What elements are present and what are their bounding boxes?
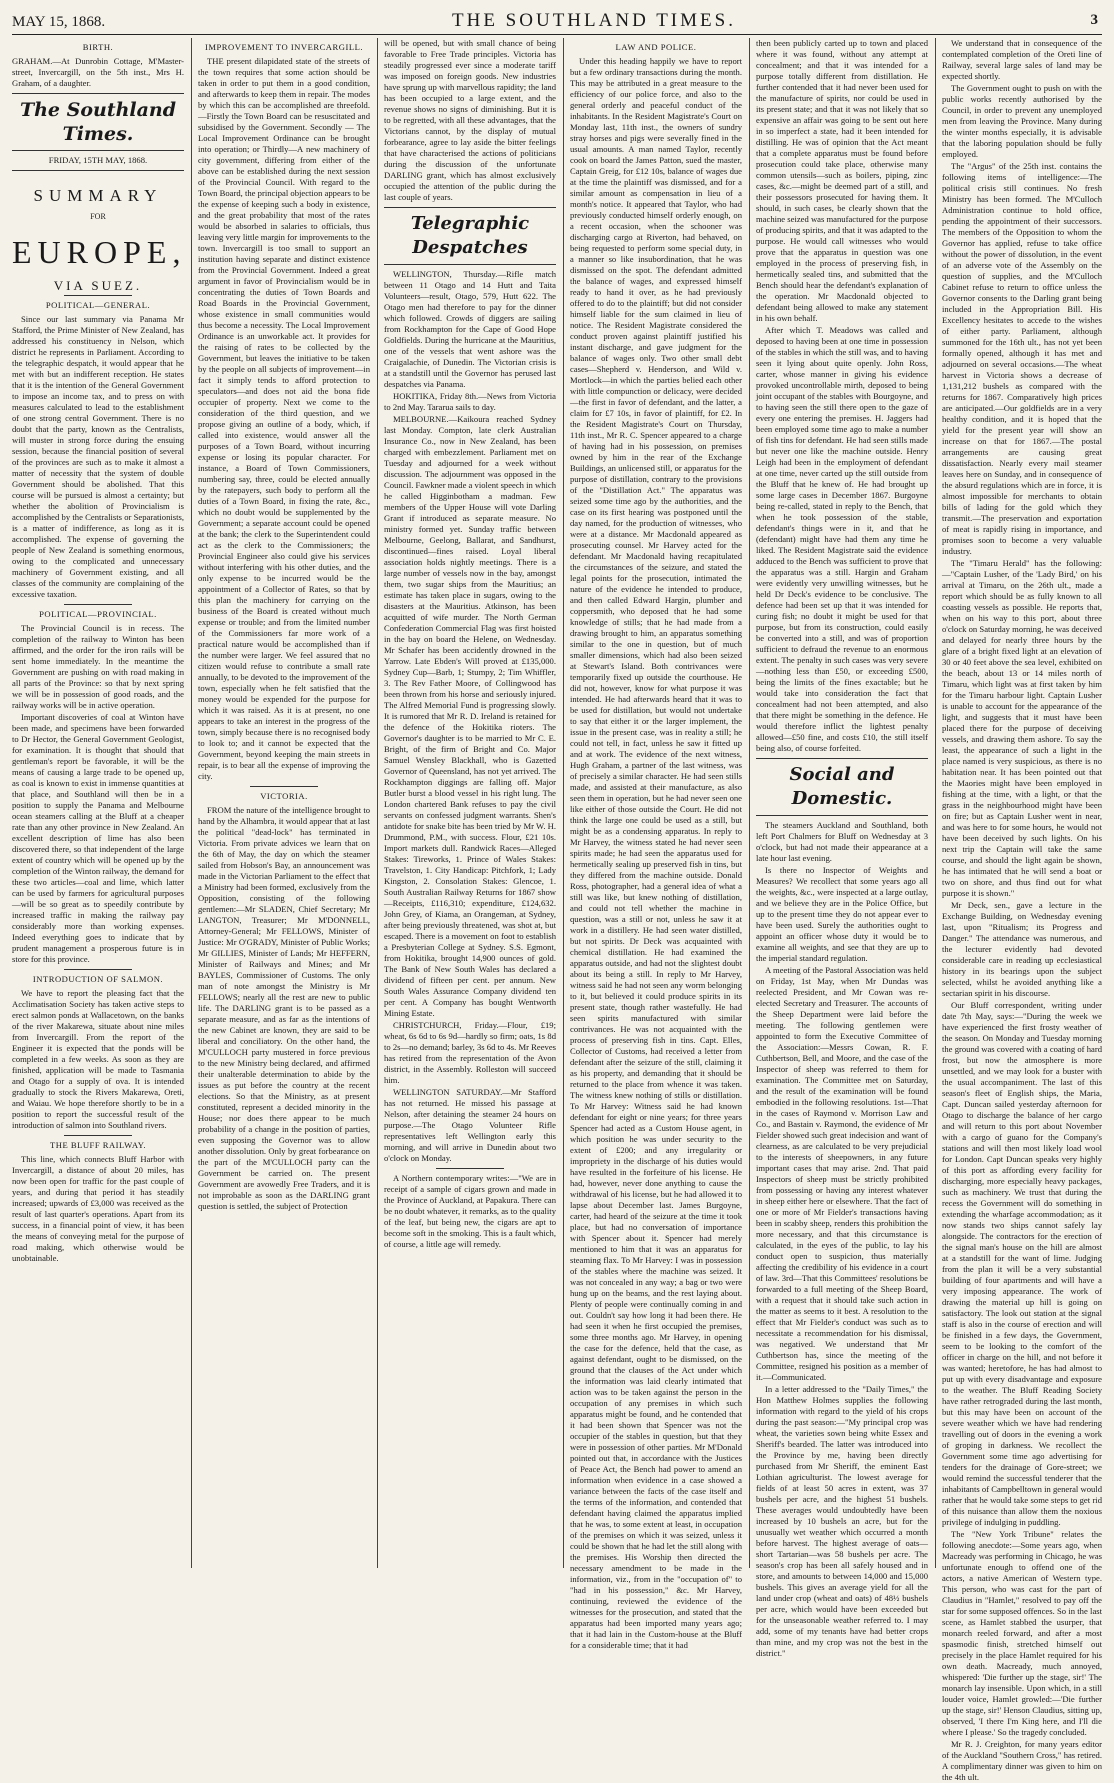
- article-salmon: We have to report the pleasing fact that the Acclimatisation Society has taken active steps to erect salmon ponds at Wallacetown, on the banks of the river Makarewa, situate about nine miles from Invercargill. From the report of the Engineer it is expected that the ponds will be completed in a few weeks. As soon as they are finished, application will be made to Tasmania and Otago for a supply of ova. It is intended gradually to stock the Rivers Makarewa, Oreti, and Waiau. We hope therefore shortly to be in a position to report the successful result of the introduction of salmon into Southland rivers.: [12, 988, 184, 1130]
- heading-social-domestic: Social and Domestic.: [789, 764, 895, 809]
- article-creighton: Mr R. J. Creighton, for many years editor of the Auckland "Southern Cross," has retired. A complimentary dinner was given to him on the 4th ult.: [942, 1739, 1102, 1782]
- telegram-hokitika: HOKITIKA, Friday 8th.—News from Victoria to 2nd May. Tararua sails to day.: [384, 391, 556, 412]
- heading-bluff-railway: THE BLUFF RAILWAY.: [50, 1140, 146, 1150]
- birth-notice: GRAHAM.—At Dunrobin Cottage, M'Master-street, Invercargill, on the 5th inst., Mrs H. Graham, of a daughter.: [12, 56, 184, 88]
- for-text: FOR: [90, 212, 106, 221]
- divider: [384, 264, 556, 265]
- article-law-continued-2: After which T. Meadows was called and deposed to having been at one time in possession of the stables in which the still was, and to having seen it lying about quite openly. John Ross, carter, whose manner in giving his evidence provoked uncontrollable mirth, deposed to being joint occupant of the stables with Bourgoyne, and to having seen the still there open to the gaze of every one entering the premises. H. Jaggers had been employed some time ago to make a number of fish tins for defendant. He had seen stills made but never one like the machine outside. Henry Leigh had been in the employment of defendant at one time, never carted up the still outside from the Bluff that he knew of. He had brought up some large cases in December 1867. Burgoyne being re-called, stated in reply to the Bench, that when he took possession of the stable, defendant's things were in it, and that he (defendant) might have had them any time he liked. The Resident Magistrate said the evidence adduced to the Bench was sufficient to prove that the apparatus was a still. Hargin and Graham were evidently very unwilling witnesses, but he held Dr Deck's evidence to be conclusive. The defence had been set up that it was intended for curing fish; no doubt it might be used for that purpose, but from its construction, could easily be converted into a still, and was of proportion sufficient to defraud the revenue to an enormous extent. The penalty in such cases was very severe—nothing less than £50, or exceeding £500, being the limits of the fines exactable; but he would take into consideration the fact that concealment had not been attempted, and also that there might be something in the defence. He would therefore inflict the lightest penalty allowed—£50 fine, and costs £10, the still itself being also, of course forfeited.: [756, 325, 928, 753]
- article-land-sales: We understand that in consequence of the contemplated completion of the Oreti line of Railway, several large sales of land may be expected shortly.: [942, 38, 1102, 81]
- divider: [384, 207, 556, 208]
- article-bluff-railway: This line, which connects Bluff Harbor with Invercargill, a distance of about 20 miles, has now been open for traffic for the past couple of years, and during that period it has steadily increased; upwards of £3,000 was received as the result of last quarter's operations. Apart from its success, in a financial point of view, it has been the means of conveying metal for the purpose of road making, which otherwise would be unobtainable.: [12, 1154, 184, 1263]
- article-provincial-2: Important discoveries of coal at Winton have been made, and specimens have been forwarded to Dr Hector, the General Government Geologist, for examination. It is thought that should that gentleman's report be favorable, it will be the means of causing a large trade to be opened up, as coal is known to exist in immense quantities at that place, and Southland will then be in a position to supply the Panama and Melbourne ocean steamers calling at the Bluff at a cheaper rate than any other province in New Zealand. An excellent description of lime has also been discovered there, so that independent of the large extent of country which will be opened up by the completion of the Winton railway, the demand for these two articles—coal and lime, which latter can be used by farmers for agricultural purposes—will be so great as to speedily contribute by increased traffic in making the railway pay considerably more than working expenses. Indeed everything goes to indicate that by prudent management a prosperous future is in store for this province.: [12, 712, 184, 964]
- column-separator: [377, 38, 378, 1568]
- article-weights-measures: Is there no Inspector of Weights and Measures? We recollect that some years ago all the weights, &c., were inspected at a large outlay, and we believe they are in the Police Office, but up to the present time they do not appear ever to have been used. Surely the authorities ought to appoint an officer whose duty it would be to examine all weights, and see that they are up to the imperial standard regulation.: [756, 865, 928, 963]
- article-crops: In a letter addressed to the "Daily Times," the Hon Matthew Holmes supplies the following information with regard to the yield of his crops during the past season:—"My principal crop was wheat, the varieties sown being white Essex and Sheriff's bearded. The latter was introduced into the Province by me, having been directly purchased from Mr Sheriff, the eminent East Lothian agriculturist. The lowest average for fields of at least 50 acres in extent, was 37 bushels per acre, and the highest 51 bushels. These averages would undoubtedly have been increased by 10 bushels an acre, but for the unusually wet weather which occurred a month before harvest. The highest average of oats—short Tartarian—was 58 bushels per acre. The season's crop has been all safely housed and in store, and amounts to between 14,000 and 15,000 bushels. This gives an average yield for all the land under crop (wheat and oats) of 48½ bushels per acre, which would have been exceeded but for the unseasonable weather referred to. I may add, some of my tenants have had better crops than mine, and my crop was not the best in the district.": [756, 1384, 928, 1658]
- birth-heading: BIRTH.: [82, 42, 114, 52]
- article-bluff-correspondent: Our Bluff correspondent, writing under date 7th May, says:—"During the week we have experienced the first frosty weather of the season. On Monday and Tuesday morning the ground was covered with a coating of hard frost, but now the atmosphere is more unsettled, and we may look for a buster with the usual accompaniment. The last of this season's fleet of English ships, the Maria, Capt. Duncan sailed yesterday afternoon for Otago to discharge the balance of her cargo and will return to this port about November with a cargo of guano for the Company's stations and will then most likely load wool for London. Capt Duncan speaks very highly of this port as affording every facility for discharging, more especially heavy packages, such as machinery. We trust that during the recess the Government will do something in extending the wharfage accommodation; as it now stands two ships cannot safely lay alongside. The contractors for the erection of the signal man's house on the hill are almost at a standstill for the want of lime. Judging from the plan it will be a very substantial building of four apartments and will have a very imposing appearance. The work of drawing the material up hill is going on satisfactory. The look out station at the signal staff is also in the course of erection and will be finished in a few days, the Government, seem to be looking to the comfort of the officer in charge on the hill, and not before it was wanted; heretofore, he has had almost to put up with every disadvantage and exposure to the weather. The Bluff Reading Society have rather retrograded during the last month, but this may have been on account of the severe weather which we have had rendering travelling out of doors in the evening a work of groping in darkness. We recollect the Government some time ago advertising for tenders for the drainage of Gore-street; we would remind the successful tenderer that the inhabitants of Campbelltown in general would rather that he would take some steps to get rid of this nuisance than allow them the noxious privilege of indulging in puddling.: [942, 1000, 1102, 1527]
- heading-telegraphic: Telegraphic Despatches: [410, 213, 530, 258]
- divider: [64, 1135, 133, 1136]
- heading-law-police: LAW AND POLICE.: [615, 42, 697, 52]
- divider: [12, 93, 184, 94]
- article-law-police: Under this heading happily we have to report but a few ordinary transactions during the month. This may be attributed in a great measure to the efficiency of our police force, and also to the general orderly and peaceful conduct of the inhabitants. In the Resident Magistrate's Court on Monday last, 11th inst., the owners of sundry stray horses and pigs were severally fined in the usual amounts. A man named Taylor, recently cook on board the James Patton, sued the master, Captain Greig, for £12 10s, balance of wages due at the time the plaintiff was dismissed, and for a similar amount as compensation in lieu of a month's notice. It appeared that Taylor, who had previously conducted himself orderly enough, on a recent occasion, when the schooner was discharging cargo at Riverton, had behaved, on being requested to perform some special duty, in a manner so like insubordination, that he was dismissed on the spot. The defendant admitted the balance of wages, and expressed himself ready to hand it over, as he had previously offered to do to the plaintiff; but did not consider himself liable for the sum claimed in lieu of notice. The Resident Magistrate considered the conduct proven against plaintiff justified his instant discharge, and gave judgment for the balance of wages only. Two other small debt cases—Shepherd v. Henderson, and Wild v. Mortlock—in which the parties belied each other with little compunction or delicacy, were decided—the first in favor of defendant, and the latter, a claim for £7 10s, in favor of plaintiff, for £2. In the Resident Magistrate's Court on Thursday, 11th inst., Mr R. C. Spencer appeared to a charge of having had in his possession, on premises owned by him in the rear of the Exchange Buildings, an unlicensed still, or apparatus for the purpose of distillation, contrary to the provisions of the "Distillation Act." The apparatus was seized some time ago by the authorities, and the case on its first hearing was postponed until the day named, for the production of witnesses, who were at a distance. Mr Macdonald appeared as prosecuting counsel. Mr Harvey acted for the defendant. Mr Macdonald having recapitulated the circumstances of the seizure, and stated the legal points for the prosecution, intimated the nature of the evidence he intended to produce, and then called Edward Hargin, plumber and coppersmith, who deposed that he had some knowledge of stills; that he had made from a drawing brought to him, an apparatus something similar to the one in question, but of much smaller dimensions, which had also been seized at Stewart's Island. Both contrivances were temporarily fixed up outside the courthouse. He did not, however, know for what purpose it was intended. He had afterwards heard that it was to be used for distillation, but would not undertake to say that either it or the larger implement, the issue in the present case, was in reality a still; he could not tell, in fact, unless he saw it fitted up and at work. The evidence of the next witness, Hugh Graham, a partner of the last witness, was of precisely a similar character. He had seen stills made, and assisted at their manufacture, as also seen them in operation, but he had never seen one like either of those outside the Court. He did not think the large one could be used as a still, but might be as a condensing apparatus. In reply to Mr Harvey, the witness stated he had never seen spirits made; he had seen the apparatus used for hermetically sealing up preserved fish in tins, but they differed from the machine outside. Donald Ross, photographer, had a general idea of what a still was like, but knew nothing of distillation, and could not tell whether the machine in question, was a still or not, unless he saw it at work in a distillery. He had seen water distilled, but not spirits. Dr Deck was acquainted with chemical distillation. He had examined the apparatus outside, and had not the slightest doubt about its being a still. In reply to Mr Harvey, witness said he had not seen any worm belonging to it, but believed it could produce spirits in its present state, though rather wastefully. He had seen spirits manufactured with similar contrivances. He was not acquainted with the process of preserving fish in tins. Capt. Elles, Collector of Customs, had received a letter from defendant after the seizure of the still, claiming it as his property, and demanding that it should be returned to the place from whence it was taken. The witness knew nothing of stills or distillation. To Mr Harvey: Witness said he had known defendant for eight or nine years; for three years Spencer had acted as a Custom House agent, in which position he was under security to the extent of £200; and any irregularity or impropriety in the discharge of his duties would have resulted in the forfeiture of his license. He had, however, never done anything to cause the withdrawal of his license, but he had allowed it to lapse about December last. James Burgoyne, carter, had heard of the seizure at the time it took place, but had no conversation of importance with Spencer about it. Spencer had merely mentioned to him that it was an apparatus for steaming flax. To Mr Harvey: I was in possession of the stables where the machine was seized. It was not concealed in any way; a bag or two were hung up on the beams, and the rest laying about. Plenty of people were continually coming in and out. Couldn't say how long it had been there. He had seen it when he first occupied the premises, some three months ago. Mr Harvey, in opening the case for the defence, held that the case, as against defendant, ought to be dismissed, on the ground that the clauses of the Act under which the information was laid clearly intimated that action was to be taken against the person in the occupation of any premises in which such apparatus might be found, and he contended that it had been shown that Spencer was not the occupier of the stables in question, but that they were in possession of other parties. Mr M'Donald pointed out that, in accordance with the Justices of Peace Act, the Bench had power to amend an information when evidence in a case showed a variance between the facts of the case itself and the terms of the information, and contended that defendant having claimed the apparatus implied that he was, to some extent at least, in occupation of the premises on which it was seized, unless it could be shown that he had let the still along with the premises. His Worship then directed the necessary amendment to be made in the information, viz., from in the "occupation of" to "had in his possession," &c. Mr Harvey, continuing, reviewed the evidence of the witnesses for the prosecution, and stated that the apparatus had been imported many years ago; that it had lain in the Custom-house at the Bluff for a considerable time; that it had: [570, 56, 742, 1650]
- column-separator: [563, 38, 564, 1568]
- column-2: [198, 38, 370, 1568]
- divider: [64, 969, 133, 970]
- article-political-general: Since our last summary via Panama Mr Stafford, the Prime Minister of New Zealand, has addressed his constituency in Nelson, which district he represents in Parliament. According to the telegraphic despatch, it would appear that he met with but an indifferent reception. He states that it is the intention of the General Government to impose an income tax, and to press on with measures calculated to lead to the establishment of one strong central Government. There is no doubt that the party, known as the Centralists, will muster in strong force during the ensuing session, because the financial position of several of the provinces are such as to make it almost a matter of necessity that the system of double Government should be abolished. That this course will be pursued is almost a certainty; but whether the abolition of Provincialism is accomplished by the Centralists or Separationists, is a matter of indifference, as long as it is accomplished. The expense of governing the people of New Zealand is something enormous, owing to the complicated and unnecessary machinery of Government existing, and all classes of the community are complaining of the excessive taxation.: [12, 314, 184, 599]
- article-victoria: FROM the nature of the intelligence brought to hand by the Alhambra, it would appear that at last the political "dead-lock" has terminated in Victoria. From private advices we learn that on the 6th of May, the day on which the steamer sailed from Hobson's Bay, an announcement was made in the Victorian Parliament to the effect that a Ministry had been formed, exclusively from the Opposition, consisting of the following gentlemen:—Mr SLADEN, Chief Secretary; Mr LANGTON, Treasurer; Mr M'DONNELL, Attorney-General; Mr FELLOWS, Minister of Justice: Mr O'GRADY, Minister of Public Works; Mr GILLIES, Minister of Lands; Mr HEFFERN, Minister of Railways and Mines; and Mr BAYLES, Commissioner of Customs. The only man of note amongst the Ministry is Mr FELLOWS; nearly all the rest are new to public life. The DARLING grant is to be passed as a separate measure, and as far as the intentions of the new Cabinet are known, they are said to be liberal and conciliatory. On the other hand, the M'CULLOCH party mustered in force previous to the new Ministry being declared, and affirmed their unalterable determination to abide by the issues as put before the country at the recent elections. So that the Ministry, as at present constituted, represent a decided minority in the House; nor does there appear to be much probability of a change in the position of parties, even supposing the Governor was to allow another dissolution. Only by great forbearance on the part of the M'CULLOCH party can the Government be carried on. The present Government are avowedly Free Traders, and it is not improbable as soon as the DARLING grant question is settled, the subject of Protection: [198, 805, 370, 1211]
- article-provincial-1: The Provincial Council is in recess. The completion of the railway to Winton has been affirmed, and the order for the iron rails will be sent home immediately. In the meantime the Government are pushing on with road making in all parts of the Province: so that by next spring we will be in possession of good roads, and the railway works will be in active operation.: [12, 623, 184, 710]
- heading-victoria: VICTORIA.: [260, 791, 308, 801]
- column-separator: [191, 38, 192, 1568]
- article-lecture: Mr Deck, sen., gave a lecture in the Exchange Building, on Wednesday evening last, upon "Ritualism; its Progress and Danger." The attendance was numerous, and the lecturer evidently had devoted considerable care in reading up ecclesiastical history in its bearings upon the subject selected, whilst he avoided anything like a sectarian spirit in his discourse.: [942, 900, 1102, 998]
- divider: [12, 170, 184, 171]
- telegram-christchurch: CHRISTCHURCH, Friday.—Flour, £19; wheat, 6s 6d to 6s 9d—hardly so firm; oats, 1s 8d to 2s—no demand; barley, 3s 6d to 4s. Mr Reeves has retired from the representation of the Avon district, in the Assembly. Rolleston will succeed him.: [384, 1020, 556, 1085]
- telegram-wellington-saturday: WELLINGTON SATURDAY.—Mr Stafford has not returned. He missed his passage at Nelson, after detaining the steamer 24 hours on purpose.—The Otago Volunteer Rifle representatives left Wellington early this morning, and will arrive in Dunedin about two o'clock on Monday.: [384, 1087, 556, 1163]
- article-cigars: A Northern contemporary writes:—"We are in receipt of a sample of cigars grown and made in the Province of Auckland, at Papakura. There can be no doubt whatever, it remarks, as to the quality of the leaf, but being new, the cigars are apt to become soft in the smoking. This is a fault which, of course, a little age will remedy.: [384, 1173, 556, 1249]
- paper-name: The Southland Times.: [19, 99, 177, 145]
- article-steamers: The steamers Auckland and Southland, both left Port Chalmers for Bluff on Wednesday at 3 o'clock, but had not made their appearance at a late hour last evening.: [756, 820, 928, 863]
- via-suez: VIA SUEZ.: [53, 278, 143, 293]
- column-3: [384, 38, 556, 1568]
- article-new-york-tribune: The "New York Tribune" relates the following anecdote:—Some years ago, when Macready was performing in Chicago, he was unfortunate enough to offend one of the actors, a native American of Western type. This person, who was cast for the part of Claudius in "Hamlet," resolved to pay off the star for some supposed offences. So in the last scene, as Hamlet stabbed the usurper, that monarch reeled forward, and after a most spasmodic finish, stretched himself out precisely in the place Hamlet required for his own death. Macready, much annoyed, whispered: 'Die further up the stage, sir!' The monarch lay insensible. Upon which, in a still louder voice, Hamlet growled:—'Die further up the stage, sir!' Henson Claudius, sitting up, observed, 'I there I'm King here, and I'll die where I please.' So the tragedy concluded.: [942, 1529, 1102, 1737]
- divider: [12, 150, 184, 151]
- divider: [436, 1168, 505, 1169]
- newspaper-title: THE SOUTHLAND TIMES.: [452, 10, 736, 31]
- paper-date: FRIDAY, 15TH MAY, 1868.: [48, 155, 148, 165]
- article-victoria-continued: will be opened, but with small chance of being favorable to Free Trade principles. Victoria has steadily progressed ever since a moderate tariff was imposed on foreign goods. New industries have sprung up with marvellous rapidity; the land has been occupied to a large extent, and the revenue shows no signs of diminishing. But it is to be regretted, with all these advantages, that the Victorians cannot, by the display of mutual forbearance, agree to lay aside the bitter feelings that have characterised the actions of politicians during the discussion of the unfortunate DARLING grant, which has almost exclusively occupied the attention of the public during the last couple of years.: [384, 38, 556, 202]
- heading-political-general: POLITICAL—GENERAL.: [45, 300, 151, 310]
- page-number: 3: [1090, 12, 1098, 28]
- masthead: [12, 4, 1102, 30]
- column-4: [570, 38, 742, 1650]
- summary-heading: SUMMARY: [33, 186, 163, 205]
- column-1: [12, 38, 187, 1568]
- divider: [250, 786, 319, 787]
- divider: [756, 758, 928, 759]
- article-timaru-herald: The "Timaru Herald" has the following:—"Captain Lusher, of the 'Lady Bird,' on his arrival at Timaru, on the 26th ult., made a report which should be as fully known to all coasting vessels as possible. He reports that, when on his way to this port, about three o'clock on Saturday morning, he was deceived and delayed for nearly three hours by the glare of a bright fixed light at an elevation of 30 or 40 feet above the sea level, exhibited on the beach, about 13 or 14 miles north of Timaru, which light was at first taken by him for the Timaru harbour light. Captain Lusher is unable to account for the appearance of the light, and suggests that it must have been placed there for the purpose of deceiving vessels, and drawing them ashore. To say the least, the appearance of such a light in the place named is very suspicious, as there is no habitation near. It has been pointed out that the Maories might have been employed in fishing at the time, with a light, or that the grass in the neighbourhood might have been on fire; but as Captain Lusher went in near, and was here to for some hours, he would not have been deceived by such lights. On his next trip the Captain will take the same course, and should the light again be shown, he has intimated that he will send a boat or two on shore, and thus find out for what purpose it is shown.": [942, 558, 1102, 898]
- heading-improvement: IMPROVEMENT TO INVERCARGILL.: [205, 42, 363, 52]
- heading-salmon: INTRODUCTION OF SALMON.: [32, 974, 164, 984]
- column-separator: [749, 38, 750, 1568]
- column-6: [942, 38, 1102, 1782]
- article-pastoral-association: A meeting of the Pastoral Association was held on Friday, 1st May, when Mr Dundas was reelected President, and Mr Cowan was re-elected Secretary and Treasurer. The accounts of the Sheep Department were laid before the meeting. The following gentlemen were appointed to form the Executive Committee of the Association:—Messrs Cowan, R. F. Cuthbertson, Bell, and Moore, and the case of the Inspector of sheep was referred to them for examination. The Committee met on Saturday, and the result of the examination will be found embodied in the following resolutions. 1st—That in the cases of Raymond v. Morrison Law and Co., and Bastain v. Raymond, the evidence of Mr Fielder showed such great indecision and want of clearness, as are calculated to be very prejudicial to the interests of sheepowners, in any future important cases that may arise. 2nd. That paid Inspectors of sheep must be strictly prohibited from possessing or having any interest whatever in sheep either here or elsewhere. That the fact of one or more of Mr Fielder's transactions having been in scabby sheep, renders this prohibition the more necessary, and that this circumstance is calculated, in the eyes of the public, to lay his conduct open to suspicion, thus materially affecting the credibility of his evidence in a court of law. 3rd—That this Committees' resolutions be forwarded to a full meeting of the Sheep Board, with a request that it should take such action in the matter as seems to it best. A resolution to the effect that Mr Fielder's conduct was such as to necessitate a recommendation for his dismissal, was negatived. We understand that Mr Cuthbertson has, since the meeting of the Committee, resigned his position as a member of it.—Communicated.: [756, 965, 928, 1382]
- column-separator: [935, 38, 936, 1568]
- divider: [756, 815, 928, 816]
- heading-political-provincial: POLITICAL—PROVINCIAL.: [39, 609, 157, 619]
- europe-heading: EUROPE,: [12, 234, 187, 270]
- article-argus: The "Argus" of the 25th inst. contains the following items of intelligence:—The political crisis still continues. No fresh Ministry has been formed. The M'Culloch Administration continue to hold office, pending the appointment of their successors. The members of the Opposition to whom the Governor has applied, refuse to take office without the power of dissolution, in the event of an adverse vote of the Assembly on the question of supplies, and the M'Culloch Cabinet refuse to return to office unless the Governor consents to the Darling grant being included in the Appropriation Bill. His Excellency hesitates to accede to the wishes of either party. Parliament, although summoned for the 16th ult., has not yet been formally opened, although it has met and adjourned on several occasions.—The wheat harvest in Victoria shows a decrease of 1,131,212 bushels as compared with the returns for 1867. Comparatively high prices are anticipated.—Our goldfields are in a very healthy condition, and it is hoped that the yield for the present year will show an increase on that for 1867.—The postal arrangements are causing great dissatisfaction. Nearly every mail steamer leaves here on Sunday, and in consequence of the absurd regulations which are in force, it is almost impossible for merchants to obtain bills of lading for the gold which they transmit.—The preservation and exportation of meat is rapidly rising in importance, and promises soon to become a very valuable industry.: [942, 161, 1102, 556]
- article-law-continued: then been publicly carted up to town and placed where it was found, without any attempt at concealment; and that it was intended for a purpose totally different from distillation. He further contended that it had never been used for the manufacture of spirits, nor could be used in its present state; and that it was not likely that so expensive an affair was going to be sent out here in so imperfect a state, had it been intended for distilling. He was of opinion that the Act meant that a complete apparatus must be found before prosecution could take place, otherwise many common utensils—such as boilers, piping, zinc cases, &c.—might be deemed part of a still, and their possessors prosecuted for having them. It should, in such cases, be clearly shown that the machine seized was manufactured for the purpose of producing spirits, and that it was adapted to the purpose. He would call witnesses who would prove that the apparatus in question was one employed in the process of preserving fish, in hermetically sealed tins, and submitted that the Bench should hear the defendant's explanation of the operation. Mr Macdonald objected to defendant being allowed to make any statement in his own behalf.: [756, 38, 928, 323]
- masthead-rule: [12, 34, 1102, 35]
- telegram-melbourne: MELBOURNE.—Kaikoura reached Sydney last Monday. Compton, late clerk Australian Insurance Co., now in New Zealand, has been charged with embezzlement. Parliament met on Tuesday and adjourned for a week without discussion. The adjournment was opposed in the Council. Fawkner made a violent speech in which he called Higginbotham a madman. Few members of the Upper House will vote Darling Grant if introduced as separate measure. No ministry formed yet. Sunday traffic between Melbourne, Geelong, Ballarat, and Sandhurst, discontinued—fines raised. Loyal liberal association holds nightly meetings. There is a large number of vessels now in the bay, amongst them, two sugar ships from the Mauritius; an estimate has taken place in sugars, owing to the disasters at the Mauritius. Atkinson, has been acquitted of wife murder. The North German Confederation Commercial Flag was first hoisted in the bay on board the Helene, on Wednesday. Mr Schafer has been accidently drowned in the Yarrow. Late Ebden's Will proved at £135,000. Sydney Cup—Barb, 1; Stumpy, 2; Tim Whiffler, 3. The Rev Father Moore, of Collingwood has been thrown from his horse and seriously injured. The Alfred Memorial Fund is progressing slowly. It is rumored that Mr R. D. Ireland is retained for the defence of the Hokitika rioters. The Governor's daughter is to be married to Mr C. E. Bright, of the firm of Bright and Co. Major Samuel Wensley Blackhall, who is Gazetted Governor of Queensland, has not yet arrived. The Rockhampton diggings are falling off. Major Butler burst a blood vessel in his right lung. The London chartered Bank refuses to pay the civil servants on confessed judgment warrants. Shen's antidote for snake bite has been tried by Mr W. H. Drummond, P.M., with success. Flour, £21 10s. Import markets dull. Randwick Races—Alleged Stakes: Tireworks, 1. Prince of Wales Stakes: Travelston, 1. City Handicap: Pitchfork, 1; Lady Kingston, 2. Consolation Stakes: Glencoe, 1. South Australian Railway Returns for 1867 show—Receipts, £116,310; expenditure, £124,632. John Grey, of Kiama, an Orangeman, at Sydney, after being previously threatened, was shot at, but escaped. There is a movement on foot to establish a Presbyterian College at Sydney. S.S. Egmont, from Hokitika, brought 14,900 ounces of gold. The Bank of New South Wales has declared a dividend of fifteen per cent. per annum. New South Wales Assurance Company dividend ten per cent. A Company has bought Wentworth Mining Estate.: [384, 414, 556, 1018]
- column-5: [756, 38, 928, 1658]
- divider: [64, 295, 133, 296]
- page-columns: [12, 38, 1104, 1782]
- issue-date: MAY 15, 1868.: [12, 14, 106, 30]
- article-improvement: THE present dilapidated state of the streets of the town requires that some action should be taken in order to put them in a good condition, and afterwards to keep them in repair. The modes by which this can be accomplished are threefold.—Firstly the Town Board can be resuscitated and subsidised by the Government. Secondly — The Local Improvement Ordinance can be brought into operation; or Thirdly—A new machinery of city government, differing from either of the above can be established during the next session of the Provincial Council. With regard to the Town Board, the principal objection appears to be the expense of keeping such a body in existence, and the great probability that most of the rates would be absorbed in salaries to officials, thus leaving very little margin for improvements to the town. Invercargill is too small to support an institution having separate and distinct existence from the Provincial Government. Indeed a great argument in favor of Provincialism would be in concentrating the duties of Town Boards and Road Boards in the Provincial Government, whose existence in small communities would thus become a necessity. The Local Improvement Ordinance is an unworkable act. It provides for the raising of rates to be collected by the Government, but leaves the initiative to be taken by the people on all subjects of improvement—in fact it simply tends to afford protection to speculators—and does not aid the bona fide occupier of property. Next we come to the consideration of the third question, and we propose giving an outline of a body, which, if called into existence, would answer all the purposes of a Town Board, without incurring expense or losing its popular character. For instance, a Board of Town Commissioners, numbering say, three, could be elected annually by the ratepayers, such body to perform all the duties of a Town Board, in fixing the rate, &c., which no doubt would be supplemented by the Government; a separate account could be opened at the bank; the clerk to the Superintendent could act as the clerk to the Commissioners; the Provincial Engineer also could give his services without interfering with his other duties, and the only expense to be incurred would be the appointment of a Collector of Rates, so that by this plan the machinery for carrying on the business of the Board is created without much expense or trouble; and from the limited number of the Commissioners far more work of a practical nature would be accomplished than if the number were larger. We feel assured that no citizen would refuse to contribute a small rate annually, to be devoted to the improvement of the town, especially when he felt satisfied that the money would be expended for the purpose for which it was raised. As it is at present, no one appears to take an interest in the progress of the town, simply because there is no recognised body to look to; and it cannot be expected that the Government, beyond keeping the main streets in repair, is to bear all the expense of improving the city.: [198, 56, 370, 781]
- article-public-works: The Government ought to push on with the public works recently authorised by the Council, in order to prevent any unemployed men from leaving the Province. Many during the winter months especially, it is advisable that the laboring population should be fully employed.: [942, 83, 1102, 159]
- telegram-wellington: WELLINGTON, Thursday.—Rifle match between 11 Otago and 14 Hutt and Taita Volunteers—result, Otago, 579, Hutt 622. The Otago men had therefore to pay for the dinner which followed. Crowds of diggers are sailing from Rockhampton for the Cape of Good Hope Goldfields. During the hurricane at the Mauritius, one of the vessels that went ashore was the Craigalachie, of Dunedin. The Victorian crisis is at a standstill until the Governor has perused last despatches via Panama.: [384, 269, 556, 389]
- divider: [64, 604, 133, 605]
